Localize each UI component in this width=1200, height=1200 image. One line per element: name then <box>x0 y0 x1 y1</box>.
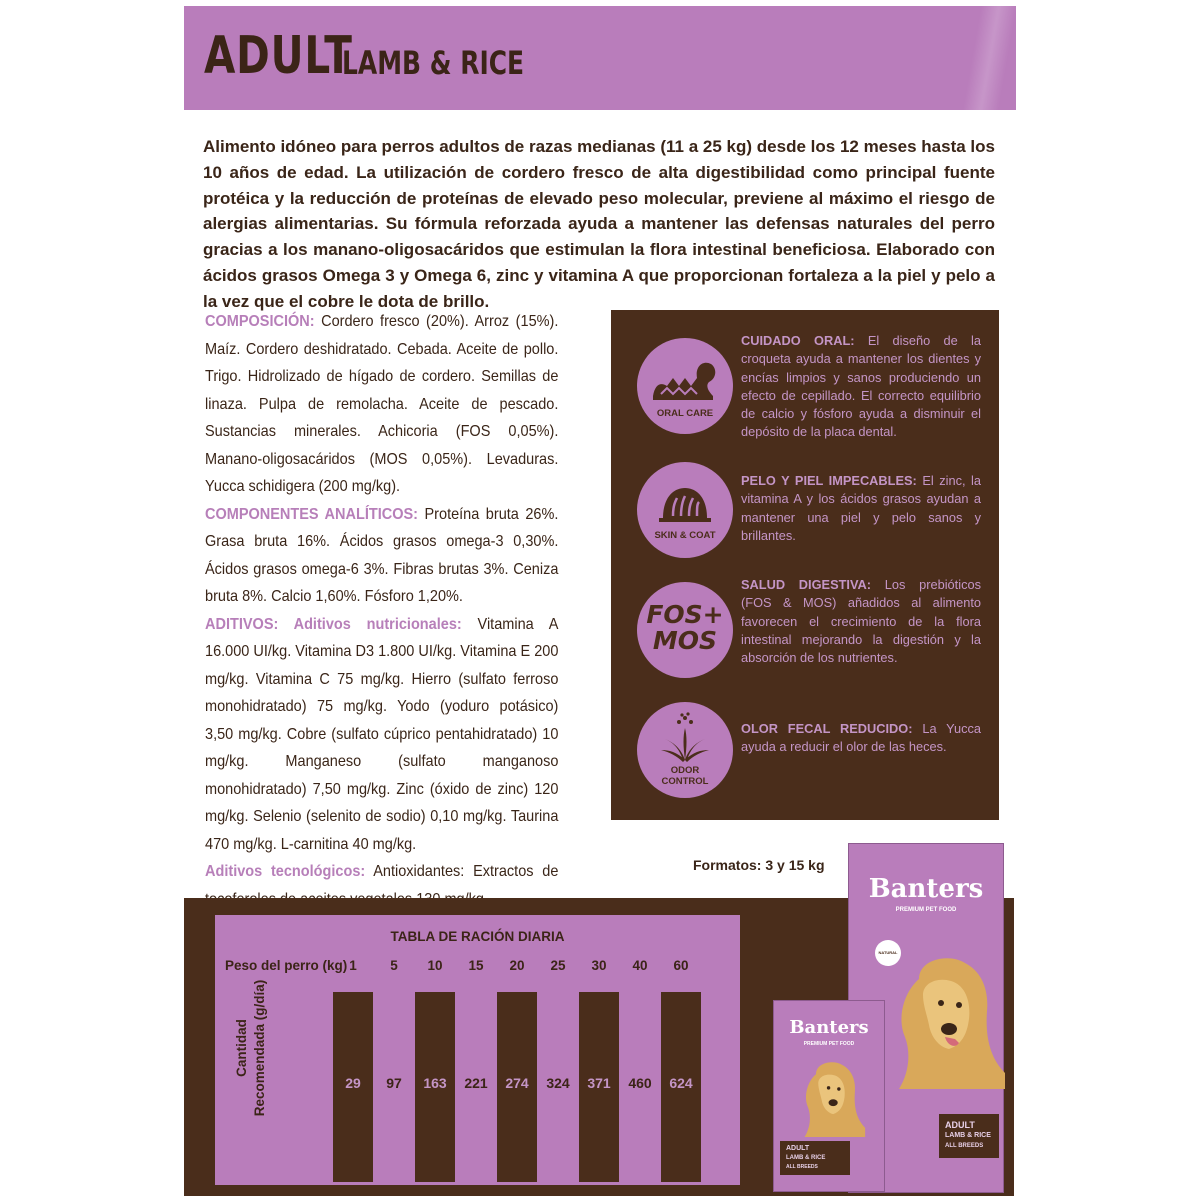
odor-control-line1: ODOR <box>670 765 700 776</box>
bag-large-panel <box>939 1114 999 1158</box>
header-band <box>184 6 1016 110</box>
ration-amount-4: 274 <box>505 1075 529 1091</box>
ration-column-2 <box>415 992 455 1182</box>
skin-coat-badge <box>637 462 733 558</box>
intro-paragraph: Alimento idóneo para perros adultos de razas medianas (11 a 25 kg) desde los 12 meses hasta los 10 años de edad. La utilización de cordero fresco de alta digestibilidad como principal fuente protéica y la reducción de proteínas de elevado peso molecular, previene al máximo el riesgo de alergias alimentarias. Su fórmula reforzada ayuda a mantener las defensas naturales del perro gracias a los manano-oligosacáridos que estimulan la flora intestinal beneficiosa. Elaborado con ácidos grasos Omega 3 y Omega 6, zinc y vitamina A que proporcionan fortaleza a la piel y pelo a la vez que el cobre le dota de brillo. <box>203 137 995 311</box>
odor-control-line2: CONTROL <box>661 776 709 787</box>
ration-column-8 <box>661 992 701 1182</box>
tech-additives-label: Aditivos tecnológicos: <box>205 863 366 880</box>
bag-large-line3: ALL BREEDS <box>945 1143 984 1149</box>
skin-coat-badge-label: SKIN & COAT <box>654 530 716 541</box>
tech-additives-text: Antioxidantes: Extractos de <box>373 863 559 880</box>
composition-column <box>205 308 558 913</box>
oral-care-badge <box>637 338 733 434</box>
bag-large-tagline: PREMIUM PET FOOD <box>895 907 957 913</box>
additives-paragraph <box>205 611 558 859</box>
composition-text: Cordero fresco (20%). Arroz (15%). Maíz. Cordero deshidratado. Cebada. Aceite de pollo. Trigo. Hidrolizado de hígado de cordero. Semillas de linaza. Pulpa de remolacha. Aceite de pescado. Sustancias minerales. Achicoria (FOS 0,05%). Manano-oligosacáridos (MOS 0,05%). Levaduras. Yucca schidigera (200 mg/kg). <box>205 313 559 495</box>
bag-small-panel <box>780 1141 850 1175</box>
benefit-digestive-text: Los prebióticos (FOS & MOS) añadidos al alimento favorecen el crecimiento de la flora intestinal mejorando la digestión y la absorción de los nutrientes. <box>741 577 981 666</box>
benefit-skin-coat-heading: PELO Y PIEL IMPECABLES: <box>741 473 917 488</box>
oral-care-icon <box>637 338 733 434</box>
ration-column-0 <box>333 992 373 1182</box>
ration-weight-8: 60 <box>673 958 689 973</box>
dog-illustration-icon <box>889 949 1005 1089</box>
ration-column-7 <box>620 992 660 1182</box>
benefit-odor-heading: OLOR FECAL REDUCIDO: <box>741 721 913 736</box>
ration-amount-2: 163 <box>423 1075 447 1091</box>
benefits-box <box>611 310 999 820</box>
skin-coat-icon <box>637 462 733 558</box>
benefit-odor <box>741 720 981 757</box>
composition-label: COMPOSICIÓN: <box>205 313 315 330</box>
ration-amount-0: 29 <box>345 1075 361 1091</box>
benefit-oral-care-text: El diseño de la croqueta ayuda a mantener los dientes y encías limpios y sanos produciendo un efecto de cepillado. El correcto equilibrio de calcio y fósforo ayuda a disminuir el depósito de la placa dental. <box>741 333 981 440</box>
benefit-digestive-heading: SALUD DIGESTIVA: <box>741 577 872 592</box>
benefit-skin-coat-text: El zinc, la vitamina A y los ácidos grasos ayudan a mantener una piel y pelo sanos y brillantes. <box>741 473 981 543</box>
benefit-oral-care <box>741 332 981 442</box>
ration-weight-7: 40 <box>632 958 648 973</box>
ration-weight-1: 5 <box>390 958 398 973</box>
analytics-paragraph <box>205 501 558 611</box>
ration-weight-3: 15 <box>468 958 484 973</box>
ration-amount-7: 460 <box>628 1075 652 1091</box>
ration-weight-6: 30 <box>591 958 607 973</box>
formats-text: Formatos: 3 y 15 kg <box>693 857 825 873</box>
odor-control-badge-label <box>637 765 733 787</box>
ration-amount-3: 221 <box>464 1075 488 1091</box>
bag-large-line2: LAMB & RICE <box>945 1132 991 1139</box>
ration-amount-label-line2: Recomendada (g/día) <box>252 979 267 1117</box>
ration-amount-8: 624 <box>669 1075 693 1091</box>
ration-column-4 <box>497 992 537 1182</box>
benefit-odor-text: La Yucca ayuda a reducir el olor de las heces. <box>741 721 981 755</box>
bag-small-line1: ADULT <box>786 1145 810 1152</box>
header-fold-highlight <box>946 6 1016 110</box>
additives-text: Vitamina A 16.000 UI/kg. Vitamina D3 1.800 UI/kg. Vitamina E 200 mg/kg. Vitamina C 75 mg/kg. Hierro (sulfato ferroso monohidratado) 75 mg/kg. Yodo (yoduro potásico) 3,50 mg/kg. Cobre (sulfato cúprico pentahidratado) 10 mg/kg. Manganeso (sulfato manganoso monohidratado) 7,50 mg/kg. Zinc (óxido de zinc) 120 mg/kg. Selenio (selenito de sodio) 0,10 mg/kg. Taurina 470 mg/kg. L-carnitina 40 mg/kg. <box>205 615 559 853</box>
ration-amount-5: 324 <box>546 1075 570 1091</box>
bag-small-line2: LAMB & RICE <box>786 1155 826 1161</box>
ration-column-6 <box>579 992 619 1182</box>
ration-weight-2: 10 <box>427 958 443 973</box>
ration-table <box>215 915 740 1185</box>
ration-column-5 <box>538 992 578 1182</box>
benefit-skin-coat <box>741 472 981 545</box>
bag-small-line3: ALL BREEDS <box>786 1164 818 1170</box>
ration-weight-5: 25 <box>550 958 566 973</box>
page-subtitle: LAMB & RICE <box>342 44 525 82</box>
fos-mos-badge <box>637 582 733 678</box>
bag-small-brand: Banters <box>789 1017 869 1038</box>
composition-paragraph <box>205 308 558 501</box>
ration-amount-label-line1: Cantidad <box>234 1019 249 1077</box>
bag-large-line1: ADULT <box>945 1120 975 1130</box>
page-title: ADULT <box>204 26 353 86</box>
dog-illustration-small-icon <box>794 1057 870 1137</box>
analytics-text: Proteína bruta 26%. Grasa bruta 16%. Ácidos grasos omega-3 0,30%. Ácidos grasos omega-6 3%. Fibras brutas 3%. Ceniza bruta 8%. Calcio 1,60%. Fósforo 1,20%. <box>205 505 559 605</box>
bag-large-brand: Banters <box>868 874 984 904</box>
ration-weight-4: 20 <box>509 958 525 973</box>
ration-amount-label <box>233 953 269 1143</box>
ration-column-3 <box>456 992 496 1182</box>
additives-label: ADITIVOS: Aditivos nutricionales: <box>205 615 462 633</box>
oral-care-badge-label: ORAL CARE <box>656 408 714 419</box>
benefit-digestive <box>741 576 981 667</box>
fos-mos-line2: MOS <box>652 626 718 655</box>
ration-weight-header: Peso del perro (kg) <box>225 958 348 973</box>
analytics-label: COMPONENTES ANALÍTICOS: <box>205 505 419 523</box>
bag-small-tagline: PREMIUM PET FOOD <box>803 1041 855 1047</box>
ration-column-1 <box>374 992 414 1182</box>
ration-table-title: TABLA DE RACIÓN DIARIA <box>390 929 565 944</box>
ration-amount-6: 371 <box>587 1075 611 1091</box>
fos-mos-line1: FOS+ <box>646 600 724 629</box>
bag-large-seal-text: NATURAL <box>878 950 898 955</box>
odor-control-badge <box>637 702 733 798</box>
fos-mos-icon <box>637 602 733 654</box>
ration-weight-0: 1 <box>349 958 357 973</box>
ration-amount-1: 97 <box>386 1075 402 1091</box>
product-bag-small <box>773 1000 885 1192</box>
benefit-oral-care-heading: CUIDADO ORAL: <box>741 333 855 348</box>
